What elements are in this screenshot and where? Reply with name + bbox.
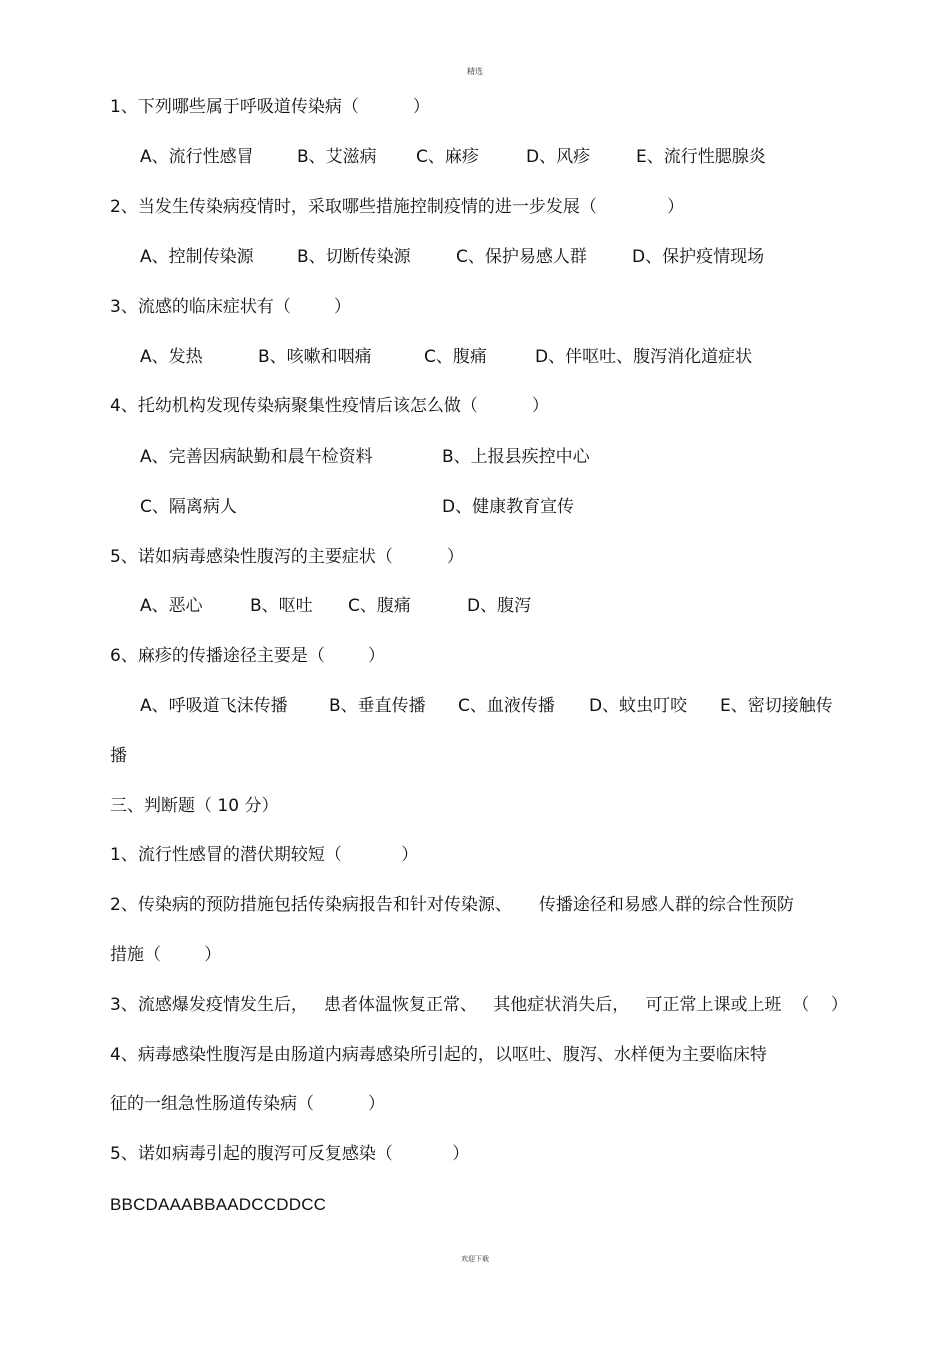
q3-option-b: B、咳嗽和咽痛 [258, 347, 372, 367]
q1-option-b: B、艾滋病 [297, 147, 377, 167]
q3-option-a: A、发热 [140, 347, 203, 367]
question-6-stem: 6、麻疹的传播途径主要是（ ） [110, 646, 386, 666]
judgment-item-4-continued: 征的一组急性肠道传染病（ ） [110, 1094, 386, 1114]
question-1-stem: 1、下列哪些属于呼吸道传染病（ ） [110, 97, 430, 117]
q3-option-d: D、伴呕吐、腹泻消化道症状 [535, 347, 753, 367]
judgment-item-1: 1、流行性感冒的潜伏期较短（ ） [110, 845, 419, 865]
q1-option-e: E、流行性腮腺炎 [636, 147, 766, 167]
q4-option-c: C、隔离病人 [140, 497, 237, 517]
q1-option-d: D、风疹 [526, 147, 591, 167]
q1-option-c: C、麻疹 [416, 147, 479, 167]
q2-option-d: D、保护疫情现场 [632, 247, 765, 267]
q6-option-d: D、蚊虫叮咬 [589, 696, 688, 716]
q5-option-b: B、呕吐 [250, 596, 313, 616]
section-3-title: 三、判断题（ 10 分） [110, 796, 279, 816]
q6-option-e-continued: 播 [110, 746, 127, 766]
q5-option-d: D、腹泻 [467, 596, 532, 616]
question-4-stem: 4、托幼机构发现传染病聚集性疫情后该怎么做（ ） [110, 396, 549, 416]
judgment-item-2: 2、传染病的预防措施包括传染病报告和针对传染源、 传播途径和易感人群的综合性预防 [110, 895, 794, 915]
q4-option-a: A、完善因病缺勤和晨午检资料 [140, 447, 373, 467]
q2-option-b: B、切断传染源 [297, 247, 411, 267]
judgment-item-4: 4、病毒感染性腹泻是由肠道内病毒感染所引起的，以呕吐、腹泻、水样便为主要临床特 [110, 1045, 767, 1065]
q6-option-e: E、密切接触传 [720, 696, 833, 716]
answer-key: BBCDAAABBAADCCDDCC [110, 1195, 327, 1214]
q3-option-c: C、腹痛 [424, 347, 487, 367]
page-footer: 欢迎下载 [461, 1255, 489, 1263]
question-5-stem: 5、诺如病毒感染性腹泻的主要症状（ ） [110, 547, 464, 567]
question-2-stem: 2、当发生传染病疫情时，采取哪些措施控制疫情的进一步发展（ ） [110, 197, 685, 217]
judgment-item-2-continued: 措施（ ） [110, 945, 222, 965]
q5-option-c: C、腹痛 [348, 596, 411, 616]
q5-option-a: A、恶心 [140, 596, 203, 616]
q4-option-b: B、上报县疾控中心 [442, 447, 590, 467]
q4-option-d: D、健康教育宣传 [442, 497, 575, 517]
page-header: 精选 [467, 67, 483, 76]
judgment-item-5: 5、诺如病毒引起的腹泻可反复感染（ ） [110, 1144, 470, 1164]
q6-option-b: B、垂直传播 [329, 696, 426, 716]
q1-option-a: A、流行性感冒 [140, 147, 254, 167]
q2-option-a: A、控制传染源 [140, 247, 254, 267]
question-3-stem: 3、流感的临床症状有（ ） [110, 297, 352, 317]
judgment-item-3: 3、流感爆发疫情发生后， 患者体温恢复正常、 其他症状消失后， 可正常上课或上班 （ ） [110, 995, 848, 1015]
q6-option-c: C、血液传播 [458, 696, 555, 716]
q2-option-c: C、保护易感人群 [456, 247, 587, 267]
q6-option-a: A、呼吸道飞沫传播 [140, 696, 288, 716]
